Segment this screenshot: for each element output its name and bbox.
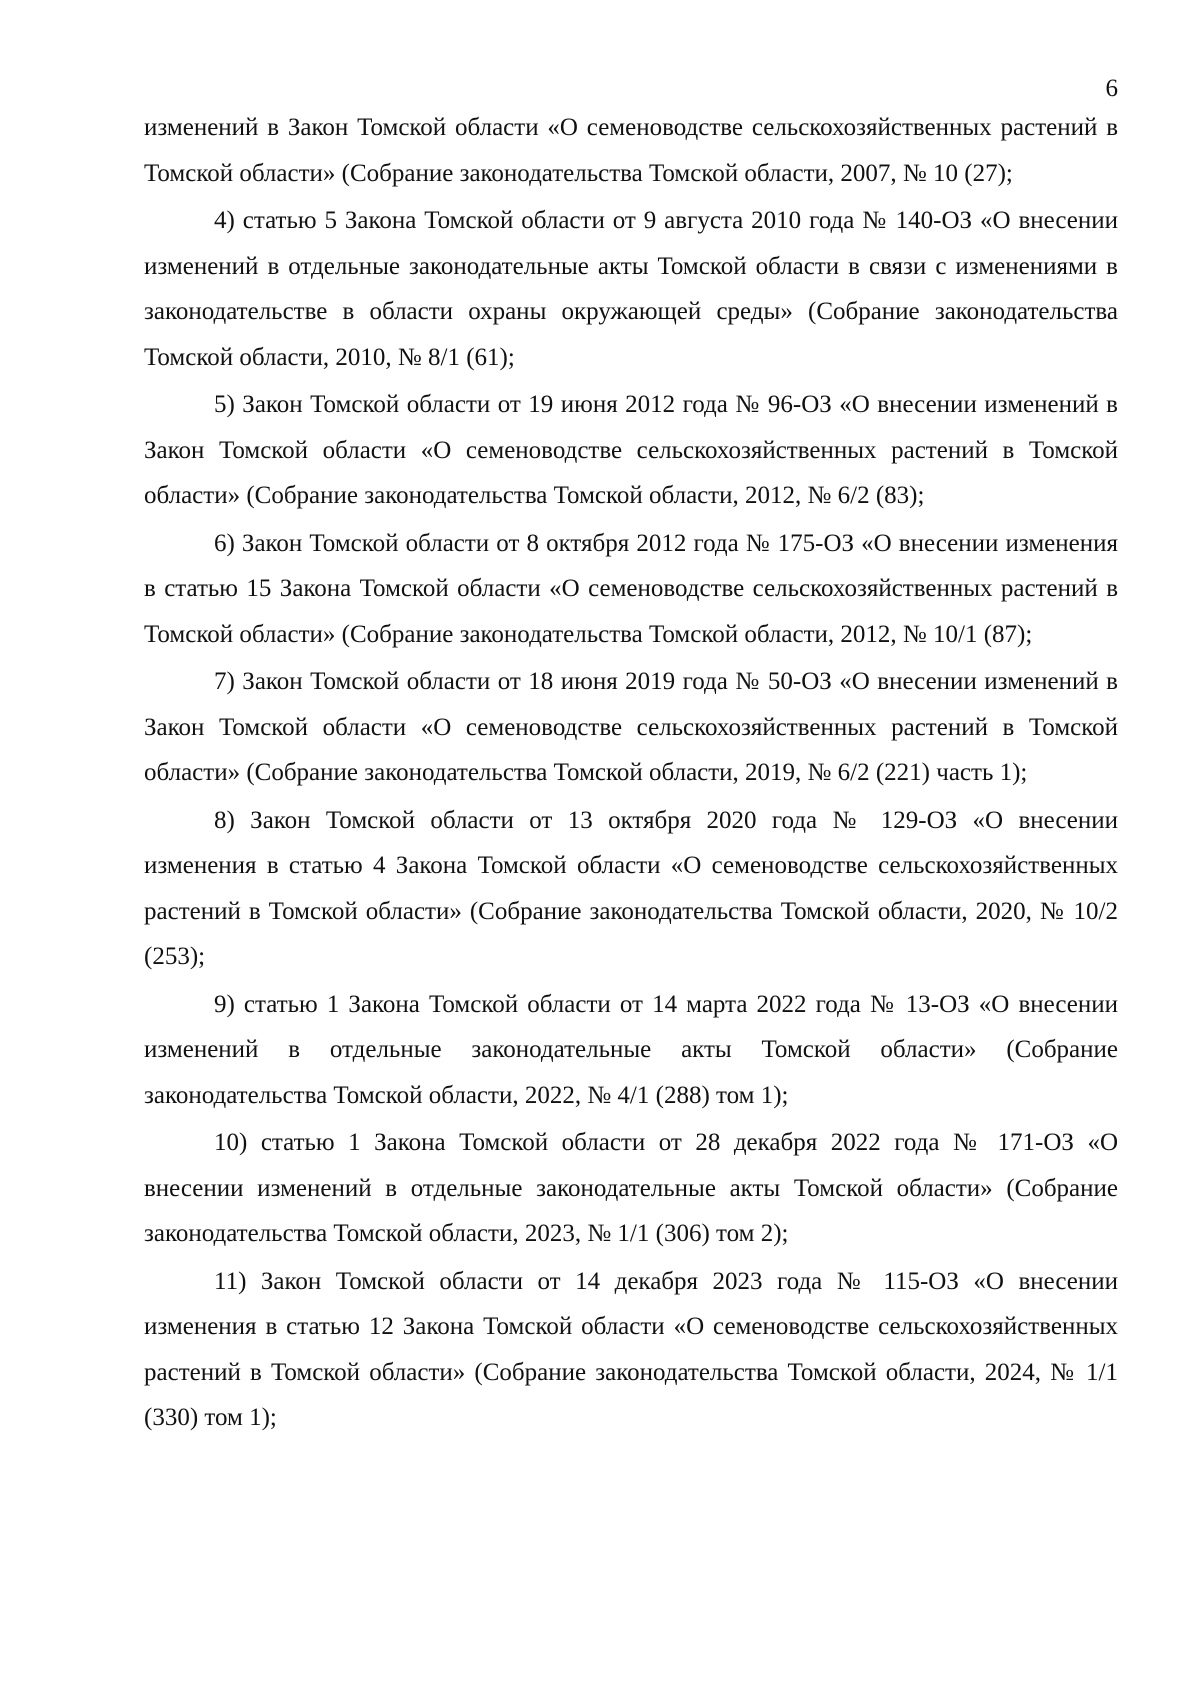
- document-body: [144, 105, 1118, 1441]
- list-item-4: 4) статью 5 Закона Томской области от 9 августа 2010 года № 140-ОЗ «О внесении изменений в отдельные законодательные акты Томской области в связи с изменениями в законодательстве в области охраны окружающей среды» (Собрание законодательства Томской области, 2010, № 8/1 (61);: [144, 207, 1118, 371]
- list-item-6: 6) Закон Томской области от 8 октября 2012 года № 175-ОЗ «О внесении изменения в статью 15 Закона Томской области «О семеноводстве сельскохозяйственных растений в Томской области» (Собрание законодательства Томской области, 2012, № 10/1 (87);: [144, 529, 1118, 648]
- page-number: 6: [1105, 75, 1118, 102]
- list-item-7: 7) Закон Томской области от 18 июня 2019 года № 50-ОЗ «О внесении изменений в Закон Томской области «О семеноводстве сельскохозяйственных растений в Томской области» (Собрание законодательства Томской области, 2019, № 6/2 (221) часть 1);: [144, 668, 1118, 786]
- list-item-5: 5) Закон Томской области от 19 июня 2012 года № 96-ОЗ «О внесении изменений в Закон Томской области «О семеноводстве сельскохозяйственных растений в Томской области» (Собрание законодательства Томской области, 2012, № 6/2 (83);: [144, 391, 1118, 509]
- list-item-11: 11) Закон Томской области от 14 декабря 2023 года № 115-ОЗ «О внесении изменения в статью 12 Закона Томской области «О семеноводстве сельскохозяйственных растений в Томской области» (Собрание законодательства Томской области, 2024, № 1/1 (330) том 1);: [144, 1267, 1118, 1431]
- paragraph-continuation: изменений в Закон Томской области «О семеноводстве сельскохозяйственных растений в Томской области» (Собрание законодательства Томской области, 2007, № 10 (27);: [144, 114, 1118, 187]
- list-item-9: 9) статью 1 Закона Томской области от 14 марта 2022 года № 13-ОЗ «О внесении изменений в отдельные законодательные акты Томской области» (Собрание законодательства Томской области, 2022, № 4/1 (288) том 1);: [144, 990, 1118, 1109]
- list-item-10: 10) статью 1 Закона Томской области от 28 декабря 2022 года № 171-ОЗ «О внесении изменений в отдельные законодательные акты Томской области» (Собрание законодательства Томской области, 2023, № 1/1 (306) том 2);: [144, 1129, 1118, 1247]
- list-item-8: 8) Закон Томской области от 13 октября 2020 года № 129-ОЗ «О внесении изменения в статью 4 Закона Томской области «О семеноводстве сельскохозяйственных растений в Томской области» (Собрание законодательства Томской области, 2020, № 10/2 (253);: [144, 806, 1118, 970]
